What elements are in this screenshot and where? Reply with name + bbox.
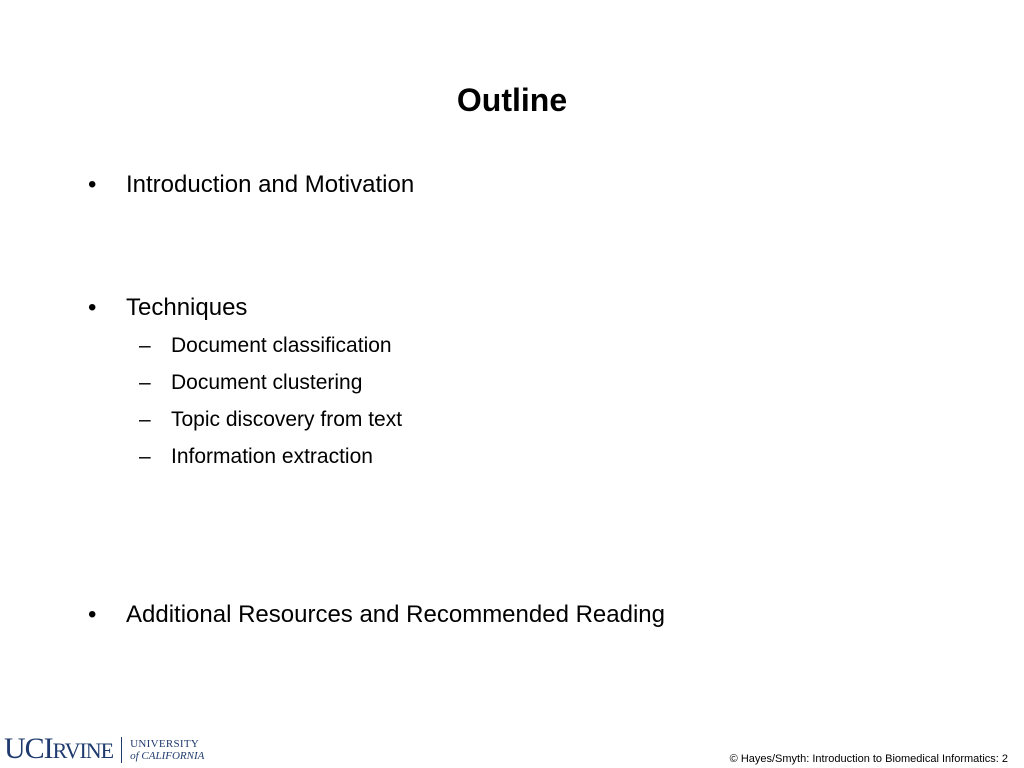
bullet-mark: • — [88, 171, 97, 198]
sub-bullet-item — [139, 443, 373, 471]
bullet-mark: • — [88, 294, 97, 321]
sub-bullet-mark: – — [139, 408, 151, 431]
slide-title: Outline — [456, 82, 568, 118]
bullet-mark: • — [88, 601, 97, 628]
logo-wordmark — [4, 734, 113, 766]
sub-bullet-mark: – — [139, 334, 151, 357]
sub-bullet-item — [139, 369, 362, 397]
bullet-item-introduction — [88, 169, 414, 201]
logo-side-line1: UNIVERSITY — [130, 738, 200, 750]
sub-bullet-mark: – — [139, 445, 151, 468]
bullet-item-additional-resources — [88, 599, 665, 631]
logo-wordmark-rest: RVINE — [52, 738, 114, 763]
sub-bullet-label: Document classification — [171, 334, 392, 357]
bullet-label: Introduction and Motivation — [126, 171, 415, 198]
sub-bullet-label: Topic discovery from text — [171, 408, 403, 431]
logo-university-text — [130, 738, 204, 762]
logo-side-line2: of CALIFORNIA — [130, 750, 205, 762]
sub-bullet-item — [139, 332, 392, 360]
logo-divider — [121, 737, 122, 763]
bullet-item-techniques — [88, 292, 247, 324]
sub-bullet-label: Document clustering — [171, 371, 363, 394]
sub-bullet-item — [139, 406, 402, 434]
footer-copyright: © Hayes/Smyth: Introduction to Biomedical Informatics: 2 — [729, 753, 1008, 765]
sub-bullet-mark: – — [139, 371, 151, 394]
bullet-label: Techniques — [126, 294, 248, 321]
bullet-label: Additional Resources and Recommended Reading — [126, 601, 665, 628]
sub-bullet-label: Information extraction — [171, 445, 373, 468]
logo-wordmark-uc: UCI — [4, 732, 53, 765]
uc-irvine-logo — [4, 732, 205, 765]
